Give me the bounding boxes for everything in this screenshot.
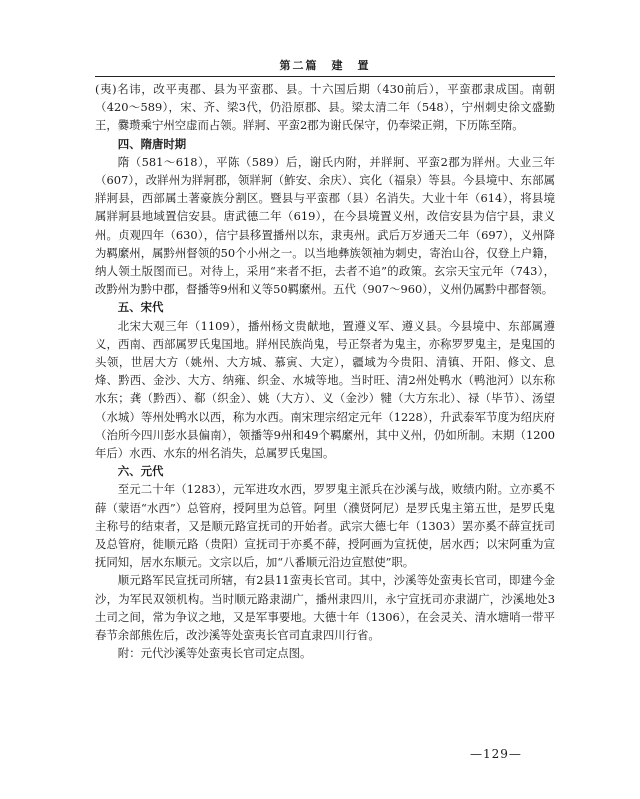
body-text [95,80,555,663]
paragraph: 至元二十年（1283），元军进攻水西，罗罗鬼主派兵在沙溪与战，败绩内附。立亦奚不薛（蒙语“水西”）总管府，授阿里为总管。阿里（濮贤阿尼）是罗氏鬼主第五世，是罗氏鬼主称号的结束者，又是顺元路宣抚司的开始者。武宗大德七年（1303）罢亦奚不薛宣抚司及总管府，徙顺元路（贵阳）宣抚司于亦奚不薛，授阿画为宣抚使，居水西；以宋阿重为宣抚同知，居水东顺元。文宗以后，加“八番顺元沿边宣慰使”职。 [95,482,555,570]
section-heading-yuan: 六、元代 [117,464,164,479]
paragraph: (夷)名讳，改平夷郡、县为平蛮郡、县。十六国后期（430前后），平蛮郡隶成国。南朝（420～589），宋、齐、梁3代，仍沿原郡、县。梁太清二年（548），宁州刺史徐文盛勤王，爨瓒乘宁州空虚而占领。牂牁、平蛮2郡为谢氏保守，仍奉梁正朔，下历陈至隋。 [95,82,555,133]
header-rule [95,76,555,77]
page-number: —129— [470,747,522,761]
paragraph: 北宋大观三年（1109），播州杨文贵献地，置遵义军、遵义县。今县境中、东部属遵义，西南、西部属罗氏鬼国地。牂州民族尚鬼，号正祭者为鬼主，亦称罗罗鬼主，是鬼国的头领，世居大方（姚州、大方城、慕寅、大定），疆域为今贵阳、清镇、开阳、修文、息烽、黔西、金沙、大方、纳雍、织金、水城等地。当时旺、清2州处鸭水（鸭池河）以东称水东；龚（黔西）、郗（织金）、姚（大方）、义（金沙）犍（大方东北）、禄（毕节）、汤望（水城）等州处鸭水以西，称为水西。南宋理宗绍定元年（1228），升武泰军节度为绍庆府（治所今四川彭水县偏南），领播等9州和49个羁縻州，其中义州，仍如所制。末期（1200年后）水西、水东的州名消失，总属罗氏鬼国。 [95,318,555,461]
paragraph: 隋（581～618），平陈（589）后，谢氏内附，并牂牁、平蛮2郡为牂州。大业三年（607），改牂州为牂牁郡，领牂牁（鮓安、余庆）、宾化（福泉）等县。今县境中、东部属牂牁县，西部属土著豪族分割区。暨县与平蛮郡（县）名消失。大业十年（614），将县境属牂牁县地域置信安县。唐武德二年（619），在今县境置义州，改信安县为信宁县，隶义州。贞观四年（630），信宁县移置播州以东，隶夷州。武后万岁通天二年（697），义州降为羁縻州，属黔州督领的50个小州之一。以当地彝族领袖为刺史，寄治山谷，仅登上户籍，纳人领土版图而已。对待上，采用“来者不拒，去者不追”的政策。玄宗天宝元年（743），改黔州为黔中郡，督播等9州和义等50羁縻州。五代（907～960），义州仍属黔中郡督领。 [95,154,555,297]
section-heading-song: 五、宋代 [117,300,164,315]
section-heading-sui-tang: 四、隋唐时期 [117,136,187,151]
running-header: 第二篇 建 置 [279,59,371,72]
paragraph: 顺元路军民宣抚司所辖，有2县11蛮夷长官司。其中，沙溪等处蛮夷长官司，即建今金沙，为军民双领机构。当时顺元路隶湖广，播州隶四川，永宁宣抚司亦隶湖广，沙溪地处3土司之间，常为争议之地，又是军事要地。大德十年（1306），在会灵关、清水塘哨一带平春节余部熊佐后，改沙溪等处蛮夷长官司直隶四川行省。 [95,573,555,643]
paragraph: 附：元代沙溪等处蛮夷长官司定点图。 [117,646,312,661]
